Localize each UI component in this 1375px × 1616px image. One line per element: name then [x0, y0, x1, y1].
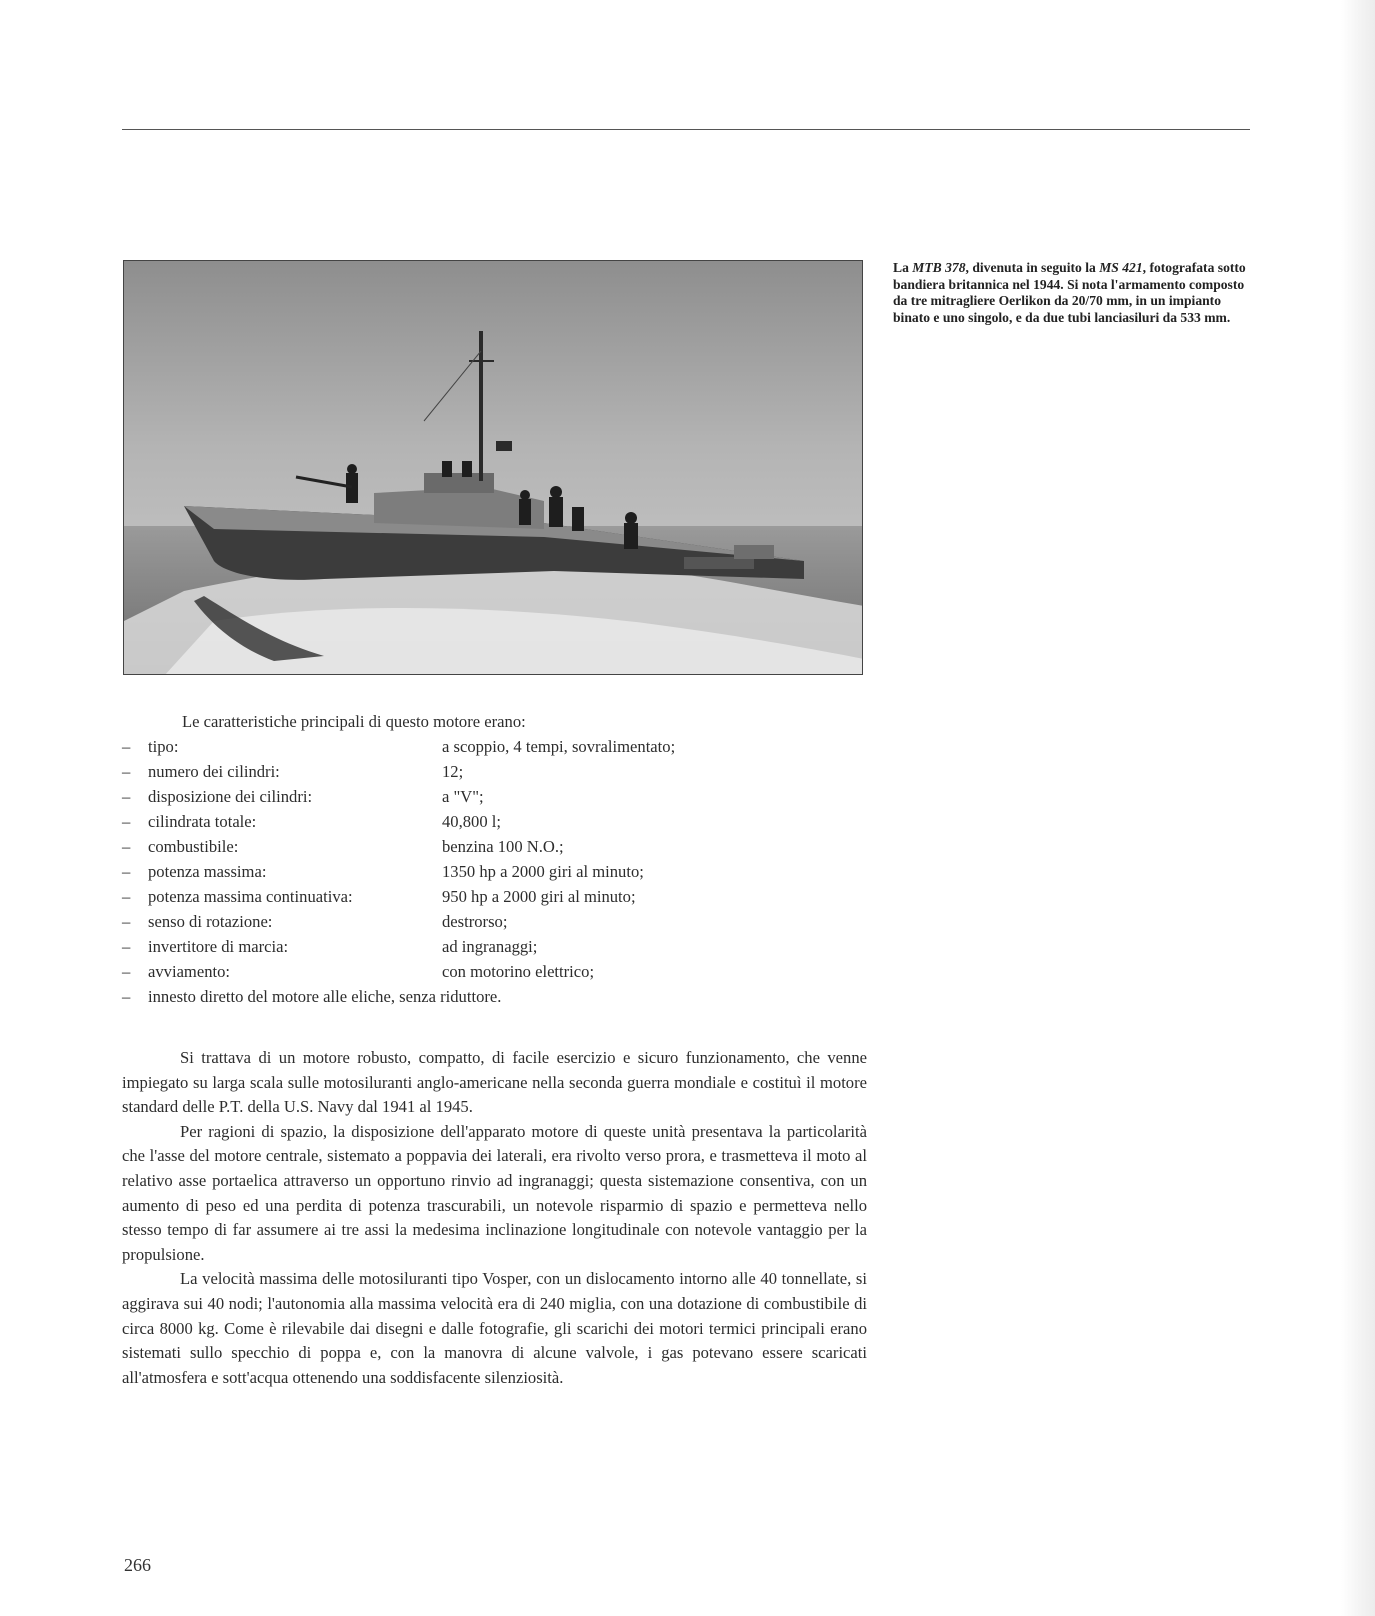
- spec-label: tipo:: [148, 737, 179, 756]
- spec-label: avviamento:: [148, 962, 231, 981]
- spec-label: disposizione dei cilindri:: [148, 787, 313, 806]
- boat-photo-illustration: [124, 261, 863, 675]
- spec-value: 950 hp a 2000 giri al minuto;: [442, 887, 636, 906]
- spec-label: potenza massima:: [148, 862, 267, 881]
- paragraph: La velocità massima delle motosiluranti tipo Vosper, con un dislocamento intorno alle 40 tonnellate, si aggirava sui 40 nodi; l'autonomia alla massima velocità era di 240 miglia, con una dotazione di combustibile di circa 8000 kg. Come è rilevabile dai disegni e dalle fotografie, gli scarichi dei motori termici principali erano sistemati sullo specchio di poppa e, con la manovra di alcune valvole, i gas potevano essere scaricati all'atmosfera e sott'acqua ottenendo una soddisfacente silenziosità.: [122, 1269, 867, 1387]
- spec-label: cilindrata totale:: [148, 812, 257, 831]
- spec-label: innesto diretto del motore alle eliche, senza riduttore.: [148, 987, 502, 1006]
- spec-label: invertitore di marcia:: [148, 937, 289, 956]
- spec-row: [122, 784, 882, 809]
- caption-prefix: La: [893, 260, 913, 275]
- spec-dash: –: [122, 762, 131, 781]
- top-rule: [122, 129, 1250, 130]
- caption-vessel-ms: MS 421: [1099, 260, 1143, 275]
- spec-row: [122, 809, 882, 834]
- spec-dash: –: [122, 937, 131, 956]
- spec-value: con motorino elettrico;: [442, 962, 595, 981]
- page-number: 266: [124, 1555, 151, 1575]
- spec-dash: –: [122, 737, 131, 756]
- boat-photograph: [123, 260, 863, 675]
- paragraph: Si trattava di un motore robusto, compatto, di facile esercizio e sicuro funzionamento, che venne impiegato su larga scala sulle motosiluranti anglo-americane nella seconda guerra mondiale e costituì il motore standard delle P.T. della U.S. Navy dal 1941 al 1945.: [122, 1048, 867, 1117]
- spec-value: 12;: [442, 762, 464, 781]
- spec-dash: –: [122, 837, 131, 856]
- body-text: [122, 1046, 867, 1390]
- spec-row: [122, 959, 882, 984]
- spec-label: numero dei cilindri:: [148, 762, 280, 781]
- spec-label: senso di rotazione:: [148, 912, 273, 931]
- spec-value: benzina 100 N.O.;: [442, 837, 564, 856]
- spec-dash: –: [122, 912, 131, 931]
- spec-dash: –: [122, 862, 131, 881]
- spec-label: combustibile:: [148, 837, 239, 856]
- spec-dash: –: [122, 812, 131, 831]
- spec-value: a "V";: [442, 787, 484, 806]
- spec-dash: –: [122, 887, 131, 906]
- caption-middle: , divenuta in seguito la: [965, 260, 1100, 275]
- spec-value: destrorso;: [442, 912, 508, 931]
- page-edge-shadow: [1341, 0, 1375, 1616]
- spec-value: 40,800 l;: [442, 812, 502, 831]
- photo-caption: [893, 260, 1253, 326]
- caption-vessel-mtb: MTB 378: [912, 260, 966, 275]
- caption-rest: , fotografata sotto bandiera britannica nel 1944. Si nota l'armamento composto da tre mitragliere Oerlikon da 20/70 mm, in un impianto binato e uno singolo, e da due tubi lanciasiluri da 533 mm.: [893, 260, 1246, 325]
- engine-intro: Le caratteristiche principali di questo motore erano:: [182, 712, 526, 731]
- spec-dash: –: [122, 962, 131, 981]
- spec-row: [122, 734, 882, 759]
- spec-row: [122, 884, 882, 909]
- paragraph: Per ragioni di spazio, la disposizione dell'apparato motore di queste unità presentava la particolarità che l'asse del motore centrale, sistemato a poppavia dei laterali, era rivolto verso prora, e trasmetteva il moto al relativo asse portaelica attraverso un opportuno rinvio ad ingranaggi; questa sistemazione consentiva, con un aumento di peso ed una perdita di potenza trascurabili, un notevole risparmio di spazio e permetteva nello stesso tempo di far assumere ai tre assi la medesima inclinazione longitudinale con notevole vantaggio per la propulsione.: [122, 1121, 867, 1264]
- engine-spec-list: [122, 734, 882, 1009]
- spec-row: [122, 909, 882, 934]
- spec-label: potenza massima continuativa:: [148, 887, 353, 906]
- spec-dash: –: [122, 787, 131, 806]
- spec-row: [122, 759, 882, 784]
- spec-row: [122, 859, 882, 884]
- spec-value: 1350 hp a 2000 giri al minuto;: [442, 862, 644, 881]
- spec-value: a scoppio, 4 tempi, sovralimentato;: [442, 737, 676, 756]
- spec-dash: –: [122, 987, 131, 1006]
- spec-row: [122, 834, 882, 859]
- spec-row: [122, 934, 882, 959]
- spec-row: [122, 984, 882, 1009]
- spec-value: ad ingranaggi;: [442, 937, 538, 956]
